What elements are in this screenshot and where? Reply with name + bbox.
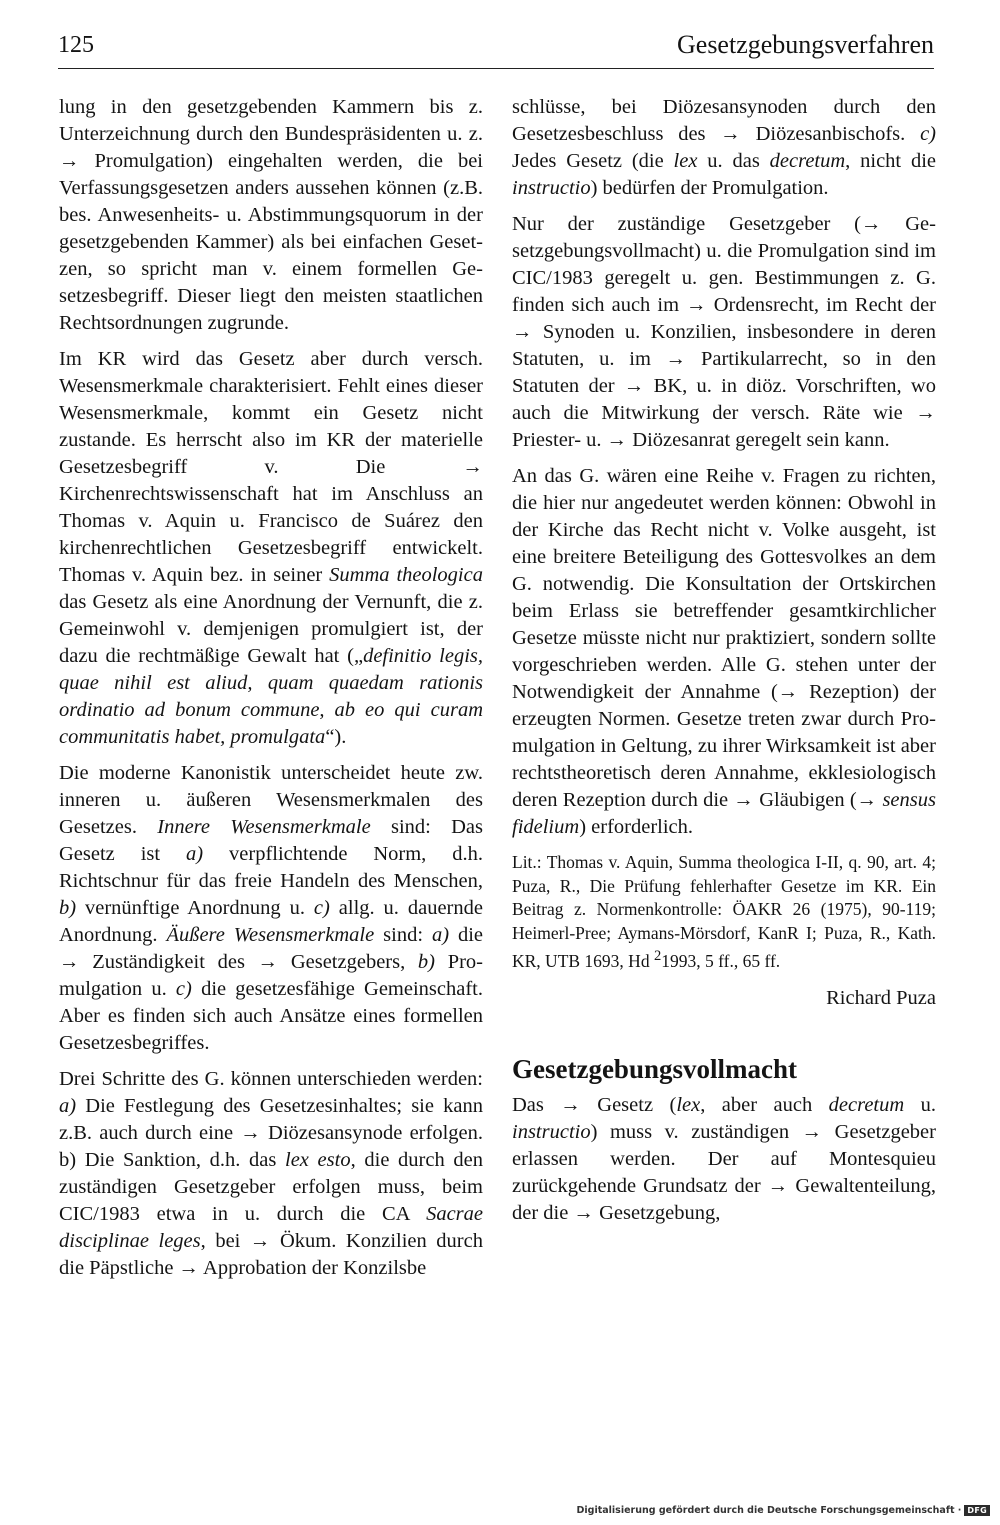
paragraph: Drei Schritte des G. können unterschieden werden: a) Die Festlegung des Gesetzesinhaltes; sie kann z.B. auch durch eine → Diözesansynode erfolgen. b) Die Sanktion, d.h. das lex esto, die durch den zuständigen Gesetzgeber erfolgen muss, beim CIC/1983 etwa in u. durch die CA Sacrae disciplinae leges, bei → Ökum. Konzilien durch die Päpstliche → Approbation der Konzilsbe (59, 1068, 483, 1279)
paragraph: An das G. wären eine Reihe v. Fragen zu richten, die hier nur angedeutet werden können: Obwohl in der Kirche das Recht nicht v. Volke ausgeht, ist eine breitere Beteiligung des Gottesvolkes an dem G. notwendig. Die Konsultation der Ortskirchen beim Erlass sie betreffender gesamtkirchlicher Gesetze müsste nicht nur praktiziert, sondern sollte vorgeschrieben werden. Alle G. stehen unter der Notwendigkeit der Annahme (→ Rezeption) der erzeugten Normen. Gesetze treten zwar durch Promulgation in Geltung, zu ihrer Wirksamkeit ist aber rechtstheoretisch deren Annahme, ekklesiologisch deren Rezeption durch die → Gläubigen (→ sensus fidelium) erforderlich. (512, 465, 936, 838)
page-number: 125 (58, 32, 94, 58)
paragraph: Im KR wird das Gesetz aber durch versch. Wesensmerkmale charakterisiert. Fehlt eines dieser Wesensmerkmale, kommt ein Gesetz nicht zustande. Es herrscht also im KR der materielle Gesetzesbegriff v. Die → Kirchenrechtswissenschaft hat im Anschluss an Thomas v. Aquin u. Francisco de Suárez den kirchenrechtlichen Gesetzesbegriff entwickelt. Thomas v. Aquin bez. in seiner Summa theologica das Gesetz als eine Anordnung der Vernunft, die z. Gemeinwohl v. demjenigen promulgiert ist, der dazu die rechtmäßige Gewalt hat („definitio legis, quae nihil est aliud, quam quaedam rationis ordinatio ad bonum commune, ab eo qui curam communitatis habet, promulgata“). (59, 348, 484, 748)
footer-text: Digitalisierung gefördert durch die Deutsche Forschungsgemeinschaft · (576, 1505, 962, 1516)
literature-references: Lit.: Thomas v. Aquin, Summa theologica I-II, q. 90, art. 4; Puza, R., Die Prüfung fehlerhafter Gesetze im KR. Ein Beitrag z. Normenkontrolle: ÖAKR 26 (1975), 90-119; Heimerl-Pree; Aymans-Mörsdorf, KanR I; Puza, R., Kath. KR, UTB 1693, Hd $^2$1993, 5 ff., 65 ff. (512, 852, 936, 971)
paragraph: Das → Gesetz (lex, aber auch decretum u. instructio) muss v. zuständigen → Gesetzgeber erlassen werden. Der auf Montesquieu zurückgehende Grundsatz der → Gewaltenteilung, der die → Gesetzgebung, (512, 1094, 937, 1225)
paragraph: Nur der zuständige Gesetzgeber (→ Gesetzgebungsvollmacht) u. die Promulgation sind im CIC/1983 geregelt u. gen. Bestimmungen z. G. finden sich auch im → Ordensrecht, im Recht der → Synoden u. Konzilien, insbesondere in deren Statuten, u. im → Partikularrecht, so in den Statuten der → BK, u. in diöz. Vorschriften, wo auch die Mitwirkung der versch. Räte wie → Priester- u. → Diözesanrat geregelt sein kann. (512, 213, 936, 451)
author-signature: Richard Puza (826, 987, 936, 1010)
entry-heading: Gesetzgebungsvollmacht (512, 1054, 797, 1085)
header-rule (58, 68, 934, 69)
left-column (59, 94, 483, 1291)
dfg-logo: DFG (964, 1505, 990, 1516)
paragraph: lung in den gesetzgebenden Kammern bis z. Unterzeichnung durch den Bundespräsidenten u. z. → Promulgation) eingehalten werden, die bei Verfassungsgesetzen anders aussehen können (z.B. bes. Anwesenheits- u. Abstimmungsquorum in der gesetzgebenden Kammer) als bei einfachen Gesetzen, so spricht man v. einem formellen Gesetzesbegriff. Dieser liegt den meisten staatlichen Rechtsordnungen zugrunde. (59, 96, 483, 334)
right-column (512, 94, 936, 1236)
paragraph: Die moderne Kanonistik unterscheidet heute zw. inneren u. äußeren Wesensmerkmalen des Gesetzes. Innere Wesensmerkmale sind: Das Gesetz ist a) verpflichtende Norm, d.h. Richtschnur für das freie Handeln des Menschen, b) vernünftige Anordnung u. c) allg. u. dauernde Anordnung. Äußere Wesensmerkmale sind: a) die → Zuständigkeit des → Gesetzgebers, b) Promulgation u. c) die gesetzesfähige Gemeinschaft. Aber es finden sich auch Ansätze eines formellen Gesetzesbegriffes. (59, 762, 483, 1054)
digitization-footer (577, 1505, 990, 1516)
paragraph: schlüsse, bei Diözesansynoden durch den Gesetzesbeschluss des → Diözesanbischofs. c) Jedes Gesetz (die lex u. das decretum, nicht die instructio) bedürfen der Promulgation. (512, 96, 936, 199)
running-head: Gesetzgebungsverfahren (677, 30, 934, 59)
